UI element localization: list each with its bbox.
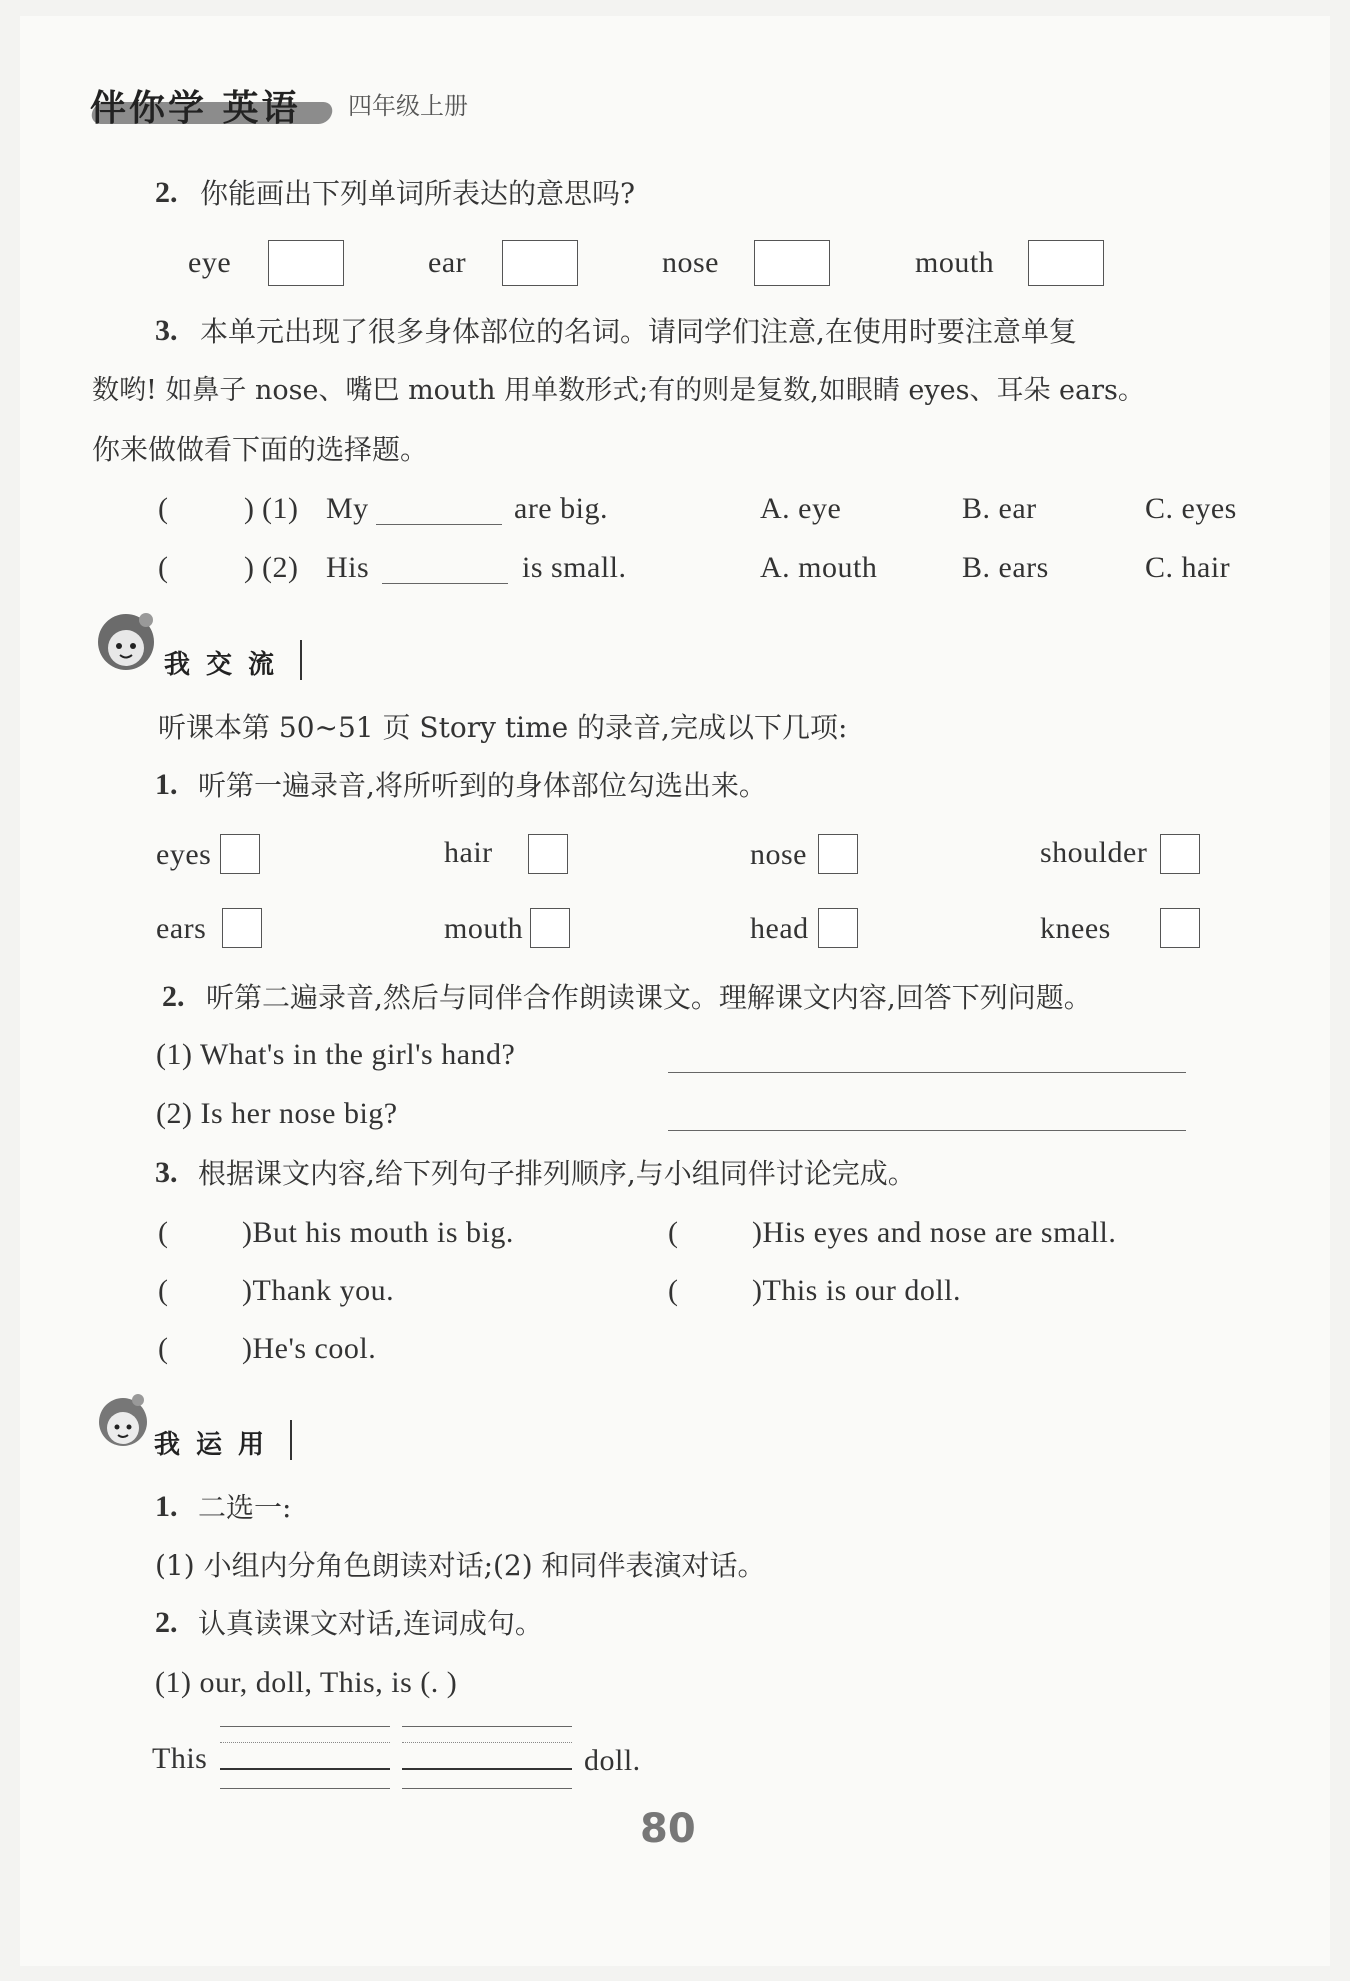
q3-item1-option-b[interactable]: B. ear <box>962 492 1037 525</box>
q3-line-3: 你来做做看下面的选择题。 <box>92 433 429 466</box>
s2-q1-text: 听第一遍录音,将所听到的身体部位勾选出来。 <box>198 769 767 802</box>
q3-item1-close-paren: ) <box>244 492 255 525</box>
q3-item1-blank[interactable] <box>376 524 502 525</box>
s3-q2-text: 认真读课文对话,连词成句。 <box>198 1607 543 1640</box>
s3-q2-number: 2. <box>155 1606 178 1639</box>
section-title-communicate: 我交流 <box>164 650 291 680</box>
s2-q2-number: 2. <box>162 980 185 1013</box>
section-divider <box>300 640 302 680</box>
q3-line-2: 数哟! 如鼻子 nose、嘴巴 mouth 用单数形式;有的则是复数,如眼睛 eyes、耳朵 ears。 <box>92 375 1145 406</box>
draw-box-ear[interactable] <box>502 240 578 286</box>
draw-box-nose[interactable] <box>754 240 830 286</box>
mascot-girl-icon <box>90 1392 156 1458</box>
q3-item2-post: is small. <box>522 551 627 584</box>
writing-line-mid-1 <box>220 1742 390 1743</box>
writing-line-top-2 <box>402 1726 572 1727</box>
q3-item2-close-paren: ) <box>244 551 255 584</box>
checkbox-knees[interactable] <box>1160 908 1200 948</box>
order-item-1: )But his mouth is big. <box>242 1216 514 1249</box>
s2-q3-text: 根据课文内容,给下列句子排列顺序,与小组同伴讨论完成。 <box>198 1157 916 1190</box>
order-paren-3[interactable]: ( <box>158 1274 169 1307</box>
checkbox-eyes[interactable] <box>220 834 260 874</box>
q3-item1-index: (1) <box>262 492 299 525</box>
writing-line-mid-2 <box>402 1742 572 1743</box>
s2-q2-text: 听第二遍录音,然后与同伴合作朗读课文。理解课文内容,回答下列问题。 <box>206 981 1092 1014</box>
order-paren-1[interactable]: ( <box>158 1216 169 1249</box>
q3-item2-option-c[interactable]: C. hair <box>1145 551 1231 584</box>
check-label-ears: ears <box>156 912 207 945</box>
draw-box-eye[interactable] <box>268 240 344 286</box>
word-nose: nose <box>662 246 719 279</box>
q3-item1-option-c[interactable]: C. eyes <box>1145 492 1237 525</box>
writing-blank-2[interactable] <box>402 1768 572 1770</box>
q3-item2-open-paren: ( <box>158 551 169 584</box>
q3-item2-index: (2) <box>262 551 299 584</box>
q3-line-1: 本单元出现了很多身体部位的名词。请同学们注意,在使用时要注意单复 <box>200 315 1077 348</box>
writing-line-bottom-1 <box>220 1788 390 1789</box>
order-paren-4[interactable]: ( <box>668 1274 679 1307</box>
sentence-end: doll. <box>584 1744 641 1777</box>
q3-number: 3. <box>155 314 178 347</box>
draw-box-mouth[interactable] <box>1028 240 1104 286</box>
checkbox-hair[interactable] <box>528 834 568 874</box>
s3-q1-text: 二选一: <box>198 1491 292 1524</box>
writing-line-top-1 <box>220 1726 390 1727</box>
word-mouth: mouth <box>915 246 995 279</box>
q2-title: 你能画出下列单词所表达的意思吗? <box>200 177 636 210</box>
q3-item2-option-b[interactable]: B. ears <box>962 551 1049 584</box>
check-label-knees: knees <box>1040 912 1111 945</box>
s2-question-1: (1) What's in the girl's hand? <box>156 1038 516 1071</box>
page-number: 80 <box>640 1806 696 1852</box>
writing-line-bottom-2 <box>402 1788 572 1789</box>
s2-q3-number: 3. <box>155 1156 178 1189</box>
q3-item1-open-paren: ( <box>158 492 169 525</box>
check-label-hair: hair <box>444 836 493 869</box>
writing-blank-1[interactable] <box>220 1768 390 1770</box>
sentence-start: This <box>152 1742 208 1775</box>
checkbox-mouth[interactable] <box>530 908 570 948</box>
q3-item1-option-a[interactable]: A. eye <box>760 492 842 525</box>
checkbox-head[interactable] <box>818 908 858 948</box>
q3-item1-pre: My <box>326 492 369 525</box>
check-label-head: head <box>750 912 809 945</box>
s3-q1-detail: (1) 小组内分角色朗读对话;(2) 和同伴表演对话。 <box>155 1549 766 1582</box>
order-item-2: )His eyes and nose are small. <box>752 1216 1117 1249</box>
header-brand: 伴你学 英语 <box>90 88 301 129</box>
answer-line-1[interactable] <box>668 1072 1186 1073</box>
q2-number: 2. <box>155 176 178 209</box>
q3-item2-blank[interactable] <box>382 583 508 584</box>
section-title-apply: 我运用 <box>154 1430 281 1460</box>
word-ear: ear <box>428 246 467 279</box>
s2-q1-number: 1. <box>155 768 178 801</box>
s3-q1-number: 1. <box>155 1490 178 1523</box>
order-item-3: )Thank you. <box>242 1274 395 1307</box>
word-eye: eye <box>188 246 232 279</box>
check-label-mouth: mouth <box>444 912 524 945</box>
order-item-5: )He's cool. <box>242 1332 377 1365</box>
section-divider-2 <box>290 1420 292 1460</box>
q3-item1-post: are big. <box>514 492 608 525</box>
order-paren-5[interactable]: ( <box>158 1332 169 1365</box>
section2-intro: 听课本第 50~51 页 Story time 的录音,完成以下几项: <box>158 711 848 744</box>
order-item-4: )This is our doll. <box>752 1274 961 1307</box>
answer-line-2[interactable] <box>668 1130 1186 1131</box>
checkbox-shoulder[interactable] <box>1160 834 1200 874</box>
check-label-nose: nose <box>750 838 807 871</box>
header-grade: 四年级上册 <box>348 92 468 120</box>
s2-question-2: (2) Is her nose big? <box>156 1097 398 1130</box>
q3-item2-pre: His <box>326 551 370 584</box>
mascot-icon <box>90 608 162 680</box>
q3-item2-option-a[interactable]: A. mouth <box>760 551 878 584</box>
checkbox-ears[interactable] <box>222 908 262 948</box>
order-paren-2[interactable]: ( <box>668 1216 679 1249</box>
checkbox-nose[interactable] <box>818 834 858 874</box>
s3-q2-item: (1) our, doll, This, is (. ) <box>155 1666 458 1699</box>
check-label-eyes: eyes <box>156 838 212 871</box>
check-label-shoulder: shoulder <box>1040 836 1148 869</box>
